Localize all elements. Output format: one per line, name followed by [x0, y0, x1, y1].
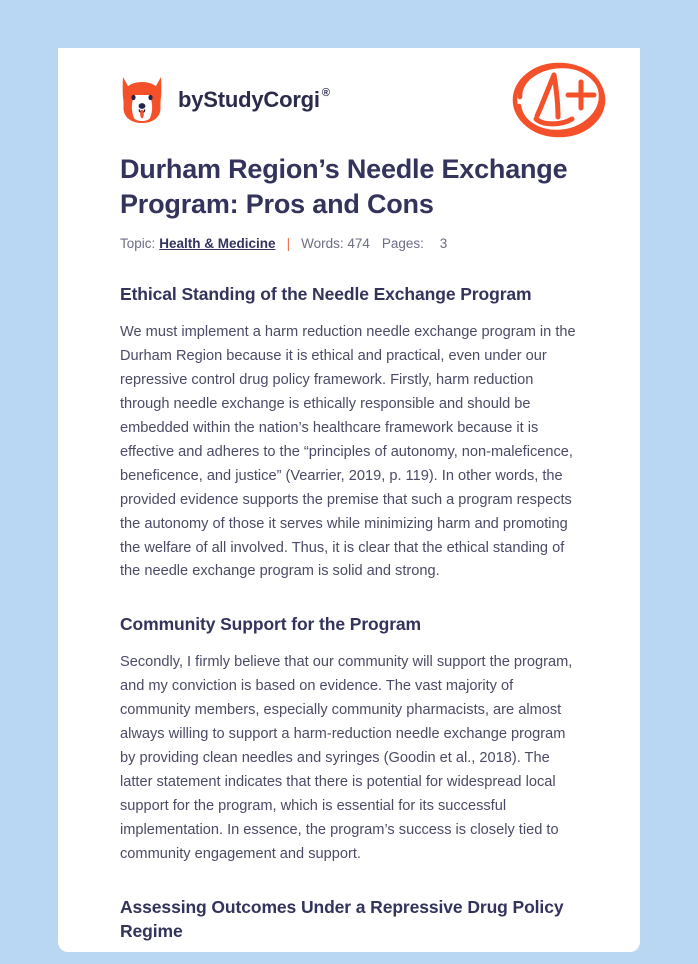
- words-label: Words:: [301, 236, 344, 252]
- article-page-sheet: [58, 48, 640, 952]
- meta-divider: |: [286, 236, 291, 252]
- pages-value: 3: [439, 236, 448, 252]
- section-heading-2: Community Support for the Program: [120, 614, 422, 635]
- words-value: 474: [347, 236, 370, 252]
- a-plus-circled-icon: [506, 57, 612, 143]
- topic-value-link[interactable]: Health & Medicine: [159, 236, 276, 252]
- brand-prefix: by: [178, 87, 204, 112]
- section-heading-1: Ethical Standing of the Needle Exchange Program: [120, 284, 532, 305]
- brand-name: StudyCorgi: [203, 87, 320, 112]
- section-paragraph-1: We must implement a harm reduction needle exchange program in the Durham Region because it is ethical and practical, even under our repressive control drug policy framework. Firstly, harm reduction through needle exchange is ethically responsible and should be embedded within the nation’s healthcare framework because it is effective and adheres to the “principles of autonomy, non-maleficence, beneficence, and justice” (Vearrier, 2019, p. 119). In other words, the provided evidence supports the premise that such a program respects the autonomy of those it serves while minimizing harm and promoting the welfare of all involved. Thus, it is clear that the ethical standing of the needle exchange program is solid and strong.: [120, 324, 576, 580]
- section-paragraph-2: Secondly, I firmly believe that our community will support the program, and my conviction is based on evidence. The vast majority of community members, especially community pharmacists, are almost always willing to support a harm-reduction needle exchange program by providing clean needles and syringes (Goodin et al., 2018). The latter statement indicates that there is potential for widespread local support for the program, which is essential for its successful implementation. In essence, the program’s success is closely tied to community engagement and support.: [120, 654, 573, 862]
- page-title: Durham Region’s Needle Exchange Program: Pros and Cons: [120, 154, 568, 219]
- article-content: [58, 152, 640, 944]
- article-metadata: [120, 236, 578, 252]
- brand-wordmark: [178, 89, 330, 111]
- corgi-face-icon: [120, 75, 164, 125]
- site-header: [58, 48, 640, 152]
- topic-label: Topic:: [120, 236, 156, 252]
- section-heading-3: Assessing Outcomes Under a Repressive Drug Policy Regime: [120, 896, 564, 941]
- studycorgi-brand-logo[interactable]: [120, 75, 330, 125]
- registered-trademark-icon: ®: [321, 87, 330, 99]
- pages-label: Pages:: [381, 236, 424, 252]
